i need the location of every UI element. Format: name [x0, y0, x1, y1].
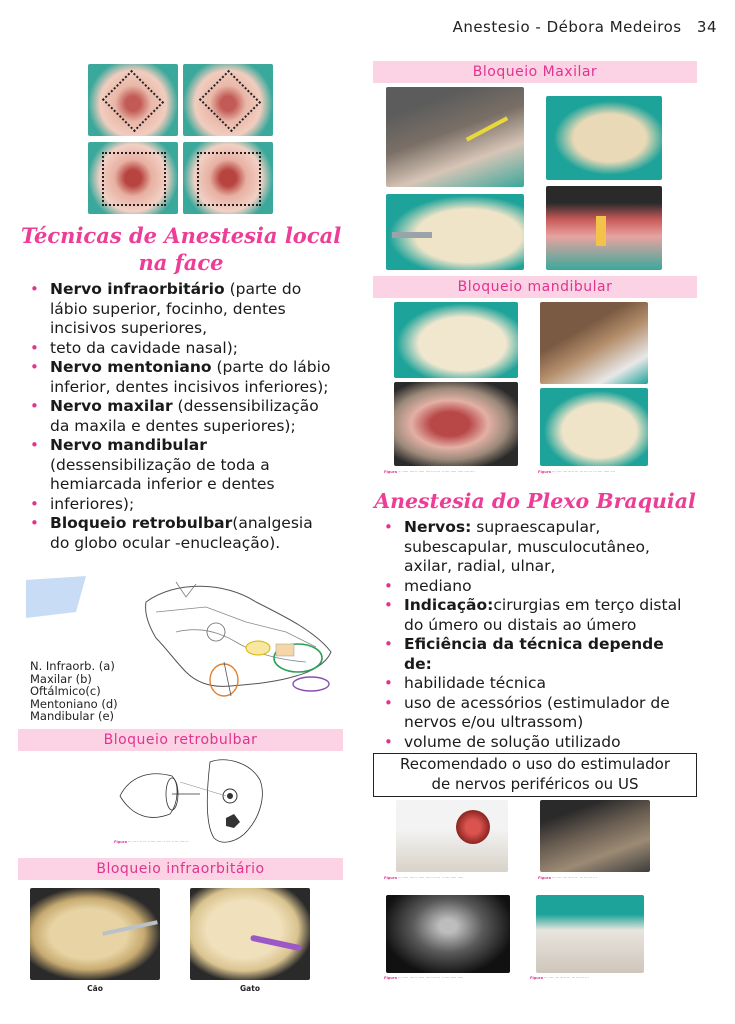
- needle: [102, 920, 158, 936]
- legend-item: N. Infraorb. (a): [30, 659, 115, 673]
- mandibular-photo-b: [540, 302, 648, 384]
- dotted-outline: [197, 152, 261, 206]
- cat-skull-photo: [190, 888, 310, 980]
- title-line-2: na face: [138, 250, 224, 275]
- ultrasound-image: [386, 895, 510, 973]
- legend-item: Mandibular (e): [30, 709, 115, 723]
- list-item: • Nervo maxilar (dessensibilização da maxila e dentes superiores);: [24, 397, 334, 436]
- list-item: • Nervo mandibular (dessensibilização de toda a hemiarcada inferior e dentes: [24, 436, 334, 495]
- dog-skull-photo: [30, 888, 160, 980]
- label-gato: Gato: [240, 984, 260, 993]
- legend-item: Mentoniano (d): [30, 696, 118, 711]
- page-number: 34: [696, 18, 717, 36]
- nerve-legend: [30, 660, 118, 723]
- local-anesthesia-title: [20, 222, 342, 276]
- dotted-outline: [102, 70, 164, 132]
- legend-item: Maxilar (b): [30, 671, 92, 686]
- label-cao: Cão: [87, 984, 103, 993]
- list-item: • Nervos: supraescapular, subescapular, musculocutâneo, axilar, radial, ulnar,: [378, 518, 696, 577]
- brachial-stimulator-photo: [540, 800, 650, 872]
- retrobulbar-caption: Figura ··· ··· ···· ··· ·· ···· ···· ·· ···· ·· ··· ···· ···: [114, 840, 189, 844]
- mandibular-block-bar: Bloqueio mandibular: [373, 276, 697, 298]
- mandibular-caption-2: Figura ··· ···· ···· ····· ··· ··· ···· ·· ··· ···· ····· ····: [538, 470, 615, 474]
- ultrasound-caption-2: Figura ··· ···· ···· ····· ··· ··· ···· ·· ···: [530, 976, 589, 980]
- needle: [466, 116, 508, 141]
- infraorbital-region: [246, 641, 270, 655]
- brachial-illustration: [396, 800, 508, 872]
- recommend-line-2: de nervos periféricos ou US: [431, 775, 639, 793]
- maxillary-photo-d: [546, 186, 662, 270]
- ultrasound-caption-1: Figura ··· ····· ···· ·· ····· ···· ···· ··· ·· ···· ····· ·····: [384, 976, 464, 980]
- retrobulbar-bar: Bloqueio retrobulbar: [18, 729, 343, 751]
- maxillary-photo-b: [546, 96, 662, 180]
- surgery-photo-b: [183, 64, 273, 136]
- list-item: • Nervo infraorbitário (parte do lábio superior, focinho, dentes incisivos superiores,: [24, 280, 334, 339]
- list-item: • Nervo mentoniano (parte do lábio inferior, dentes incisivos inferiores);: [24, 358, 334, 397]
- list-item: • habilidade técnica: [378, 674, 696, 694]
- title-line-1: Técnicas de Anestesia local: [20, 223, 342, 248]
- mandibular-photo-c: [394, 382, 518, 466]
- list-item: • uso de acessórios (estimulador de nervos e/ou ultrassom): [378, 694, 696, 733]
- mental-region: [293, 677, 329, 691]
- mandibular-caption-1: Figura ··· ····· ···· ·· ····· ···· ···· ··· ·· ···· ····· ····· ···· ····: [384, 470, 475, 474]
- recommend-line-1: Recomendado o uso do estimulador: [399, 755, 671, 773]
- retrobulbar-sketch: [110, 756, 270, 848]
- maxillary-photo-c: [386, 194, 524, 270]
- blue-shape: [26, 576, 86, 618]
- mandibular-photo-a: [394, 302, 518, 378]
- orbit-outline: [207, 623, 225, 641]
- recommendation-box: [373, 753, 697, 797]
- legend-item: Oftálmico(c): [30, 684, 101, 698]
- infraorbital-bar: Bloqueio infraorbitário: [18, 858, 343, 880]
- list-item: • Bloqueio retrobulbar(analgesia do globo ocular -enucleação).: [24, 514, 334, 553]
- maxillary-block-bar: Bloqueio Maxilar: [373, 61, 697, 83]
- syringe: [392, 232, 432, 238]
- plexus-highlight: [456, 810, 490, 844]
- list-item: • inferiores);: [24, 495, 334, 515]
- header-title: Anestesio - Débora Medeiros: [452, 18, 682, 36]
- mandibular-photo-d: [540, 388, 648, 466]
- brachial-caption-2: Figura ··· ···· ···· ····· ··· ··· ···· ·· ···: [538, 876, 597, 880]
- brachial-plexus-list: [378, 518, 696, 752]
- list-item: • volume de solução utilizado: [378, 733, 696, 753]
- dotted-outline: [199, 70, 261, 132]
- brachial-plexus-title: Anestesia do Plexo Braquial: [374, 489, 696, 513]
- brachial-caption-1: Figura ··· ····· ···· ·· ····· ···· ···· ··· ·· ···· ····· ·····: [384, 876, 464, 880]
- list-item: • Indicação:cirurgias em terço distal do úmero ou distais ao úmero: [378, 596, 696, 635]
- mandibular-region: [210, 664, 238, 696]
- surgery-photo-a: [88, 64, 178, 136]
- maxillary-photo-a: [386, 87, 524, 187]
- page-header: [453, 18, 717, 36]
- surgery-photo-d: [183, 142, 273, 214]
- brachial-ultrasound-photo: [536, 895, 644, 973]
- list-item: • Eficiência da técnica depende de:: [378, 635, 696, 674]
- syringe: [250, 935, 302, 952]
- local-anesthesia-list: [24, 280, 334, 553]
- list-item: • mediano: [378, 577, 696, 597]
- list-item: • teto da cavidade nasal);: [24, 339, 334, 359]
- surgery-photo-c: [88, 142, 178, 214]
- gauge: [596, 216, 606, 246]
- dotted-outline: [102, 152, 166, 206]
